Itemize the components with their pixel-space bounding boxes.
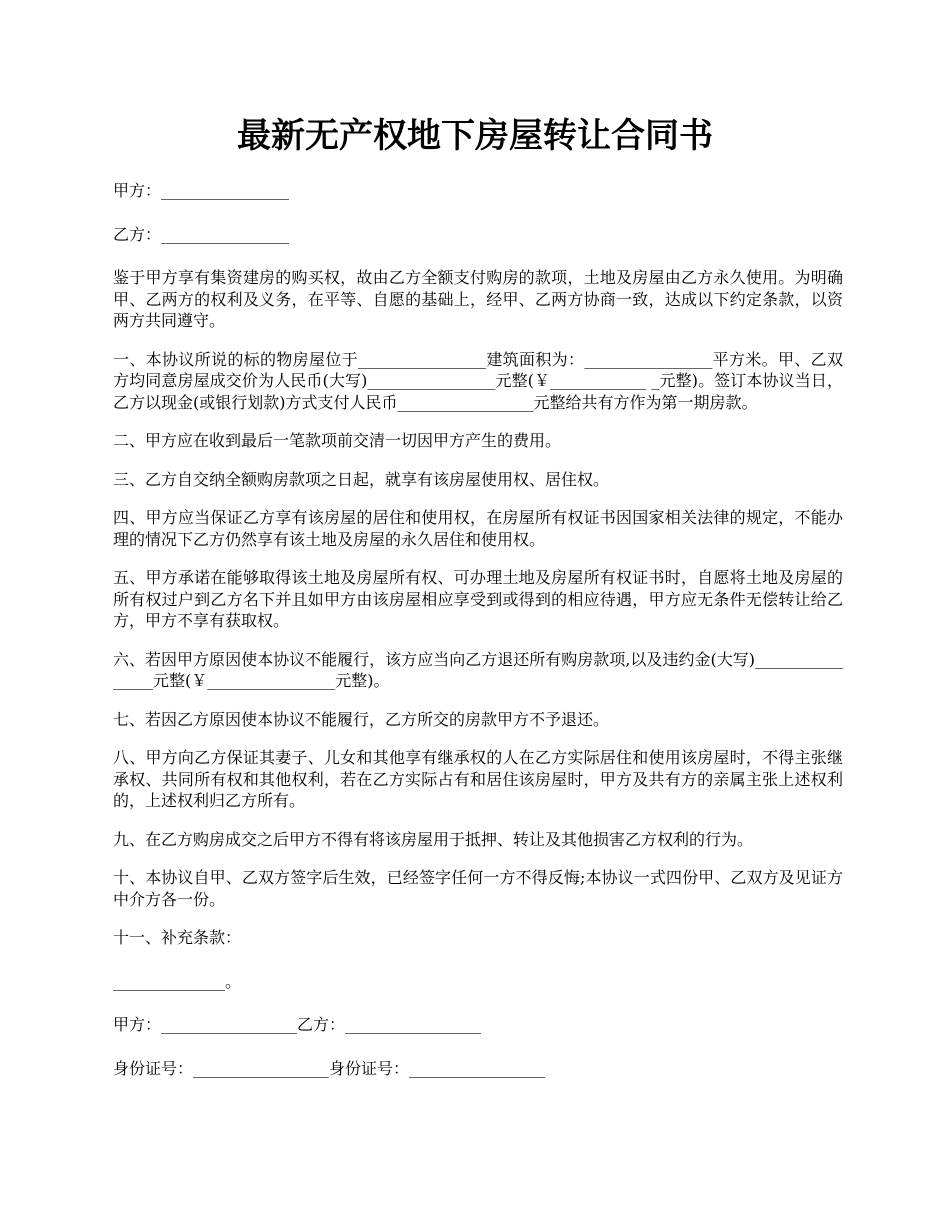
clause-10: 十、本协议自甲、乙双方签字后生效，已经签字任何一方不得反悔;本协议一式四份甲、乙双方及见证方中介方各一份。 — [113, 868, 843, 909]
clause-2: 二、甲方应在收到最后一笔款项前交清一切因甲方产生的费用。 — [113, 431, 562, 450]
clause-1: 一、本协议所说的标的物房屋位于________________建筑面积为：________________平方米。甲、乙双方均同意房屋成交价为人民币(大写)________________元整(￥____________ _元整)。签订本协议当日，乙方以现金(或银行划款)方式支付人民币_________________元整给共有方作为第一期房款。 — [113, 349, 843, 412]
clause-6: 六、若因甲方原因使本协议不能履行，该方应当向乙方退还所有购房款项,以及违约金(大写)________________元整(￥________________元整)。 — [113, 649, 843, 690]
id-number-line: 身份证号：_________________身份证号：_________________ — [113, 1058, 546, 1078]
document-body — [113, 180, 843, 1101]
signature-line: 甲方：_________________乙方：_________________ — [113, 1015, 482, 1034]
preamble-paragraph: 鉴于甲方享有集资建房的购买权，故由乙方全额支付购房的款项，土地及房屋由乙方永久使用。为明确甲、乙两方的权利及义务，在平等、自愿的基础上，经甲、乙两方协商一致，达成以下约定条款，以资两方共同遵守。 — [113, 268, 843, 330]
supplementary-blank-line: ______________。 — [113, 971, 242, 991]
clause-7: 七、若因乙方原因使本协议不能履行，乙方所交的房款甲方不予退还。 — [113, 709, 610, 729]
clause-4: 四、甲方应当保证乙方享有该房屋的居住和使用权，在房屋所有权证书因国家相关法律的规定，不能办理的情况下乙方仍然享有该土地及房屋的永久居住和使用权。 — [113, 508, 843, 549]
clause-11-supplementary: 十一、补充条款： — [113, 928, 242, 947]
party-b-line: 乙方：________________ — [113, 224, 290, 244]
clause-3: 三、乙方自交纳全额购房款项之日起，就享有该房屋使用权、居住权。 — [113, 469, 610, 489]
party-a-line: 甲方：________________ — [113, 181, 290, 200]
clause-9: 九、在乙方购房成交之后甲方不得有将该房屋用于抵押、转让及其他损害乙方权利的行为。 — [113, 829, 754, 849]
clause-5: 五、甲方承诺在能够取得该土地及房屋所有权、可办理土地及房屋所有权证书时，自愿将土地及房屋的所有权过户到乙方名下并且如甲方由该房屋相应享受到或得到的相应待遇，甲方应无条件无偿转让给乙方，甲方不享有获取权。 — [113, 568, 843, 630]
document-title: 最新无产权地下房屋转让合同书 — [237, 116, 713, 156]
clause-8: 八、甲方向乙方保证其妻子、儿女和其他享有继承权的人在乙方实际居住和使用该房屋时，不得主张继承权、共同所有权和其他权利，若在乙方实际占有和居住该房屋时，甲方及共有方的亲属主张上述权利的，上述权利归乙方所有。 — [113, 748, 843, 810]
